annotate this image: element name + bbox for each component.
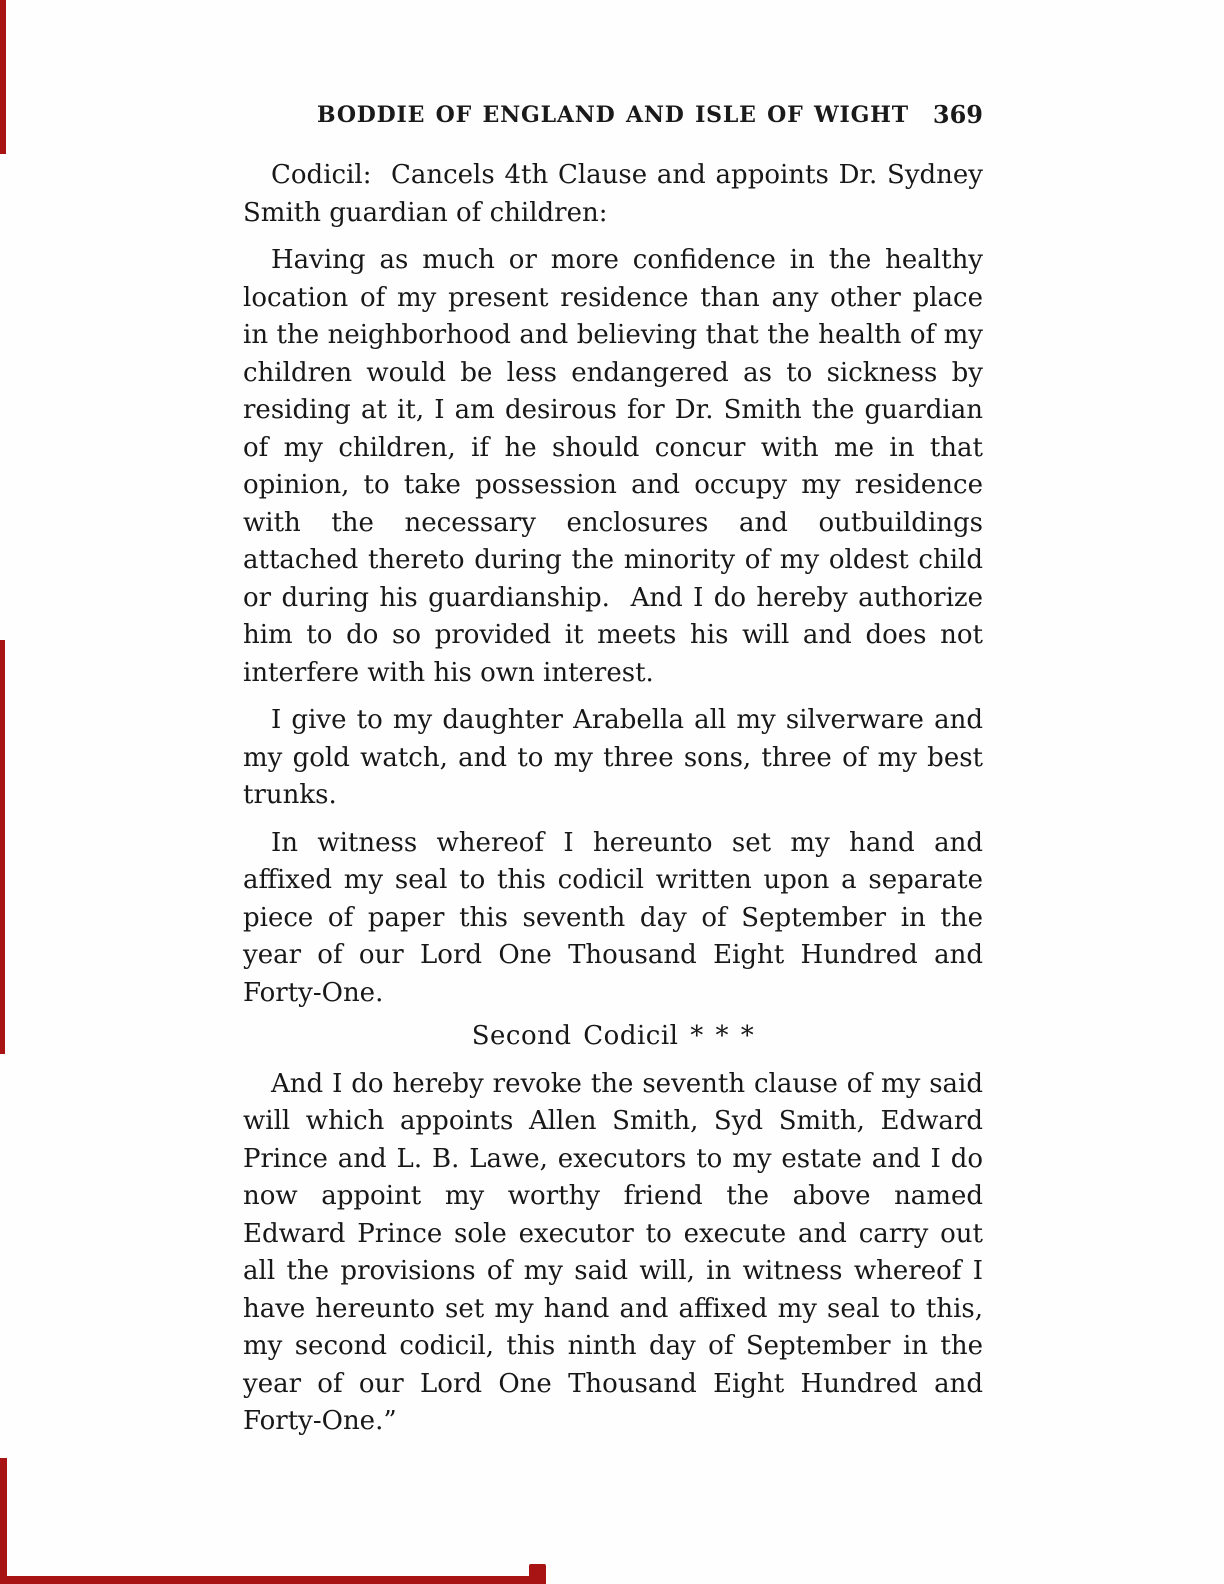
running-header (243, 102, 983, 132)
paragraph-bequests: I give to my daughter Arabella all my silverware and my gold watch, and to my three sons, three of my best trunks. (243, 705, 992, 810)
scan-artifact-left-middle (0, 640, 5, 1054)
second-codicil-heading: Second Codicil * * * (471, 1021, 755, 1051)
paragraph-residence-guardianship: Having as much or more confidence in the healthy location of my present residence than any other place in the neighborhood and believing that the health of my children would be less endangered as to sickness by residing at it, I am desirous for Dr. Smith the guardian of my children, if he should concur with me in that opinion, to take possession and occupy my residence with the necessary enclosures and outbuildings attached thereto during the minority of my oldest child or during his guardianship. And I do hereby authorize him to do so provided it meets his will and does not interfere with his own interest. (243, 245, 992, 688)
scan-artifact-left-top (0, 0, 6, 154)
paragraph-second-codicil: And I do hereby revoke the seventh clause of my said will which appoints Allen Smith, Syd Smith, Edward Prince and L. B. Lawe, executors to my estate and I do now appoint my worthy friend the above named Edward Prince sole executor to execute and carry out all the provisions of my said will, in witness whereof I have hereunto set my hand and affixed my seal to this, my second codicil, this ninth day of September in the year of our Lord One Thousand Eight Hundred and Forty-One.” (243, 1068, 992, 1436)
scan-artifact-bottom-edge (0, 1576, 546, 1584)
scan-artifact-left-bottom (0, 1458, 7, 1584)
scan-artifact-bottom-nub (529, 1564, 546, 1584)
header-page-number: 369 (932, 100, 983, 129)
header-title: BODDIE OF ENGLAND AND ISLE OF WIGHT (317, 102, 909, 128)
page-body (243, 157, 992, 1441)
paragraph-codicil-intro: Codicil: Cancels 4th Clause and appoints Dr. Sydney Smith guardian of children: (243, 160, 992, 228)
paragraph-witness-first-codicil: In witness whereof I hereunto set my hand and affixed my seal to this codicil written upon a separate piece of paper this seventh day of September in the year of our Lord One Thousand Eight Hundred and Forty-One. (243, 827, 992, 1008)
